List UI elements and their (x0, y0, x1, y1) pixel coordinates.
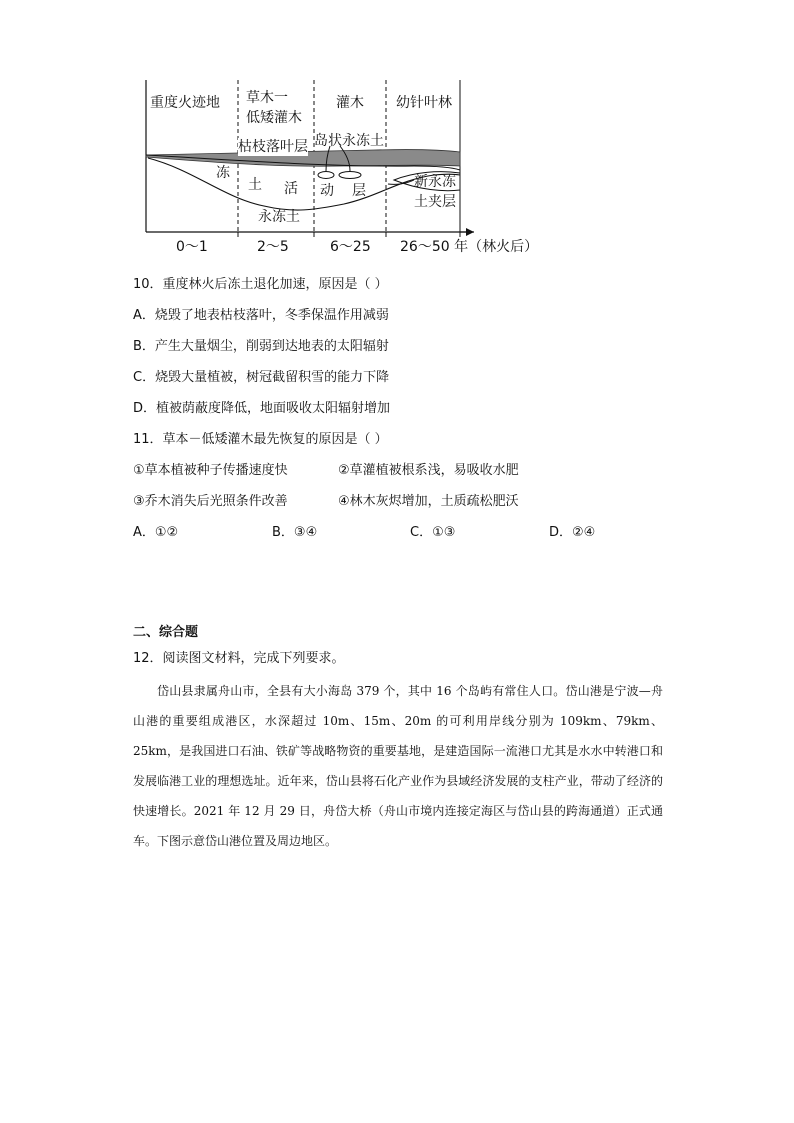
stage-label-shrub: 灌木 (336, 95, 364, 111)
permafrost-label: 永冻土 (258, 209, 300, 225)
axis-tick-2-5: 2～5 (257, 239, 289, 255)
axis-arrow-head (466, 228, 474, 236)
island-permafrost-label: 岛状永冻土 (314, 133, 384, 149)
axis-tick-0-1: 0～1 (176, 239, 208, 255)
q11-choice-c: C．①③ (410, 525, 456, 540)
q11-choice-b: B．③④ (272, 525, 318, 540)
q11-item-3: ③乔木消失后光照条件改善 (133, 494, 288, 509)
permafrost-succession-diagram (144, 80, 544, 260)
q11-stem: 11．草本－低矮灌木最先恢复的原因是（ ） (133, 432, 388, 447)
move-label: 动 (320, 183, 334, 199)
q11-choice-d: D．②④ (549, 525, 596, 540)
litter-layer-label: 枯枝落叶层 (238, 139, 308, 155)
axis-tick-6-25: 6～25 (330, 239, 371, 255)
axis-tick-26-50: 26～50 年（林火后） (400, 239, 539, 255)
q10-option-c: C．烧毁大量植被，树冠截留积雪的能力下降 (133, 370, 390, 385)
q11-item-1: ①草本植被种子传播速度快 (133, 463, 288, 478)
frozen-label: 冻 (216, 165, 230, 181)
stage-label-burn: 重度火迹地 (150, 95, 220, 111)
q11-choice-a: A．①② (133, 525, 179, 540)
new-permafrost-label: 新永冻 土夹层 (414, 174, 456, 210)
q10-stem: 10．重度林火后冻土退化加速，原因是（ ） (133, 277, 388, 292)
stage-label-herb-shrub: 草木一 低矮灌木 (246, 90, 302, 126)
q12-material-paragraph: 岱山县隶属舟山市，全县有大小海岛 379 个，其中 16 个岛屿有常住人口。岱山港是宁波—舟山港的重要组成港区，水深超过 10m、15m、20m 的可利用岸线分别为 109km、79km、25km，是我国进口石油、铁矿等战略物资的重要基地，是建造国际一流港口尤其是水水中转港口和发展临港工业的理想选址。近年来，岱山县将石化产业作为县域经济发展的支柱产业，带动了经济的快速增长。2021 年 12 月 29 日，舟岱大桥（舟山市境内连接定海区与岱山县的跨海通道）正式通车。下图示意岱山港位置及周边地区。 (133, 684, 663, 848)
q10-option-d: D．植被荫蔽度降低，地面吸收太阳辐射增加 (133, 401, 391, 416)
stage-label-young-conifer: 幼针叶林 (396, 95, 452, 111)
q10-option-b: B．产生大量烟尘，削弱到达地表的太阳辐射 (133, 339, 389, 354)
q12-stem: 12．阅读图文材料，完成下列要求。 (133, 651, 345, 666)
layer-label: 层 (352, 183, 366, 199)
q10-option-a: A．烧毁了地表枯枝落叶，冬季保温作用减弱 (133, 308, 389, 323)
island-permafrost-ellipse-1 (318, 172, 334, 179)
island-permafrost-ellipse-2 (339, 172, 361, 179)
q11-item-2: ②草灌植被根系浅，易吸收水肥 (338, 463, 519, 478)
section-title: 二、综合题 (133, 625, 199, 640)
soil-label: 土 (248, 177, 262, 193)
active-label: 活 (284, 181, 298, 197)
q11-item-4: ④林木灰烬增加，土质疏松肥沃 (338, 494, 519, 509)
